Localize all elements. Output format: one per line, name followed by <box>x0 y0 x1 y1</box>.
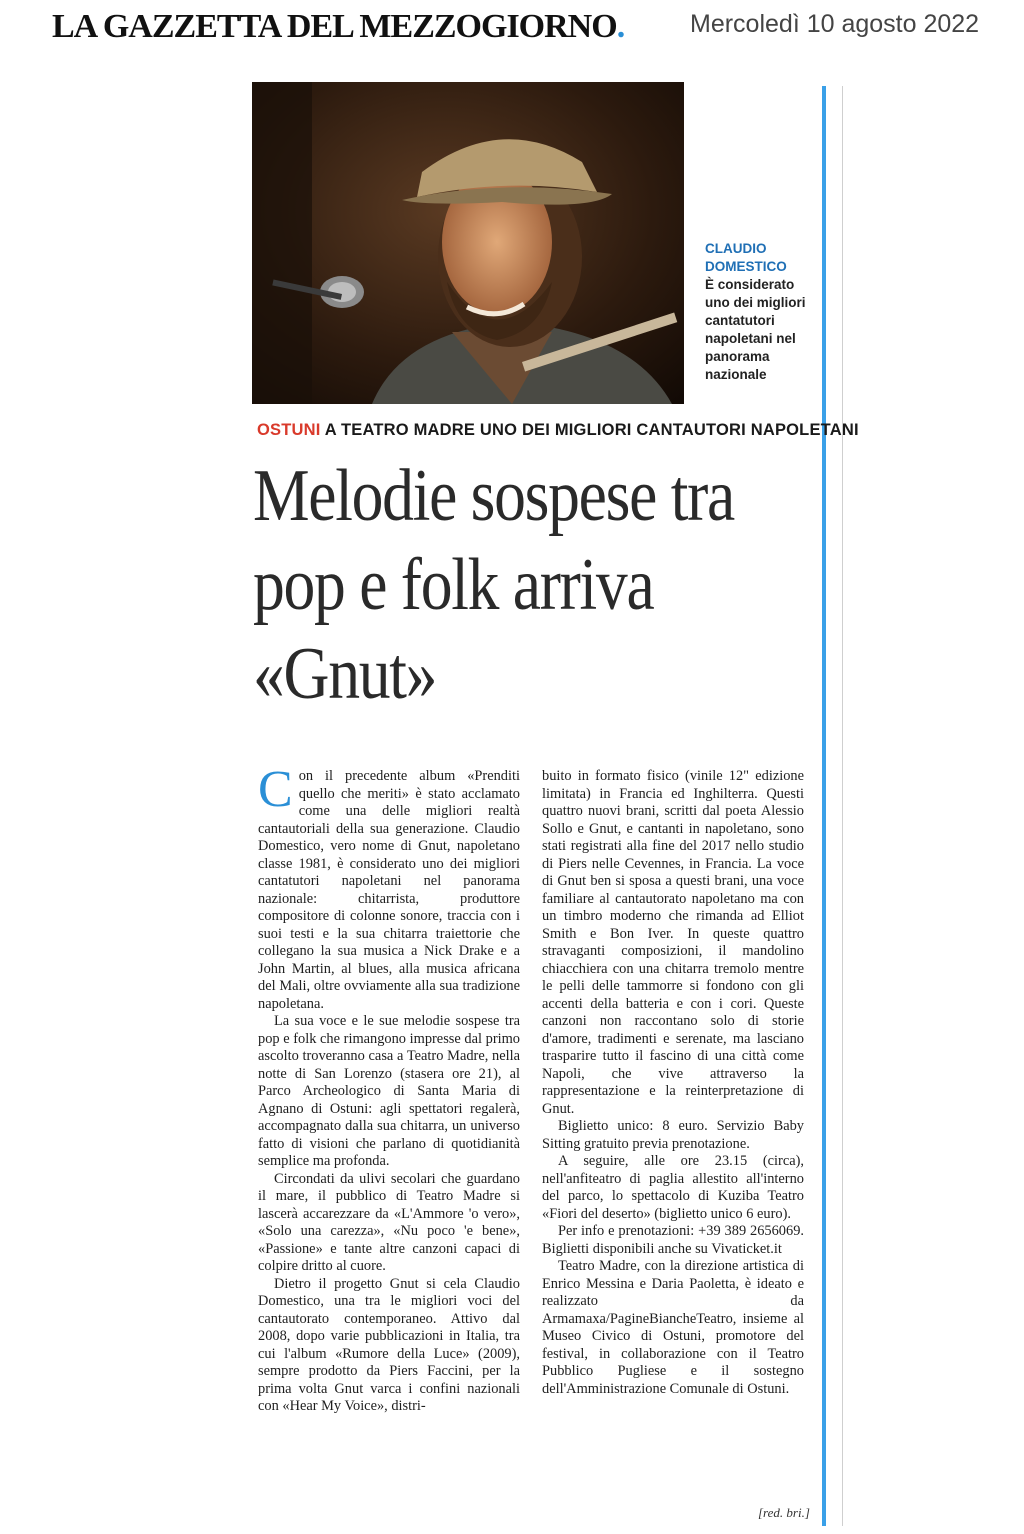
masthead-dot: . <box>616 8 625 45</box>
column-rule-blue <box>822 86 826 1526</box>
article-paragraph: buito in formato fisico (vinile 12" edizione limitata) in Francia ed Inghilterra. Questi quattro nuovi brani, scritti dal poeta Alessio Sollo e Gnut, e cantanti in napoletano, sono stati registrati alla fine del 2017 nello studio di Piers nelle Cevennes, in Francia. La voce di Gnut ben si sposa a questi brani, una voce familiare al cantautorato napoletano ma con un timbro moderno che rimanda ad Elliot Smith e Bon Iver. In queste quattro stravaganti composizioni, il mandolino chiacchiera con una chitarra tremolo mentre le pelli delle tammorre si fondono con gli accenti della batteria e con i cori. Queste canzoni non raccontano solo di storie d'amore, tradimenti e serenate, ma lasciano trasparire tutto il fascino di una città come Napoli, che vive attraverso la rappresentazione e la reinterpretazione di Gnut. <box>542 768 804 1117</box>
caption-text: È considerato uno dei migliori cantatutori napoletani nel panorama nazionale <box>705 277 806 382</box>
caption-name: CLAUDIO DOMESTICO <box>705 241 787 274</box>
article-paragraph: Biglietto unico: 8 euro. Servizio Baby Sitting gratuito previa prenotazione. <box>542 1118 804 1152</box>
article-column-1 <box>258 761 520 1416</box>
article-paragraph: A seguire, alle ore 23.15 (circa), nell'anfiteatro di paglia allestito all'interno del parco, lo spettacolo di Kuziba Teatro «Fiori del deserto» (biglietto unico 6 euro). <box>542 1153 804 1222</box>
kicker <box>257 421 859 440</box>
newspaper-masthead <box>52 8 624 46</box>
article-paragraph: Circondati da ulivi secolari che guardano il mare, il pubblico di Teatro Madre si lascerà accarezzare da «L'Ammore 'o vero», «Solo una carezza», «Nu poco 'e bene», «Passione» e tante altre canzoni capaci di colpire dritto al cuore. <box>258 1170 520 1274</box>
masthead-title: LA GAZZETTA DEL MEZZOGIORNO <box>52 8 617 45</box>
article-paragraph: Teatro Madre, con la direzione artistica di Enrico Messina e Daria Paoletta, è ideato e realizzato da Armamaxa/PagineBiancheTeatro, insieme al Museo Civico di Ostuni, promotore del festival, in collaborazione con il Teatro Pubblico Pugliese e il sostegno dell'Amministrazione Comunale di Ostuni. <box>542 1258 804 1397</box>
paragraph-text: on il precedente album «Prenditi quello che meriti» è stato acclamato come una delle migliori realtà cantautoriali della sua generazione. Claudio Domestico, vero nome di Gnut, napoletano classe 1981, è considerato uno dei migliori cantatutori napoletani nel panorama nazionale: chitarrista, produttore compositore di colonne sonore, traccia con i suoi testi e la sua chitarra traiettorie che collegano la sua musica a Nick Drake e a John Martin, al blues, alla musica africana del Mali, oltre ovviamente alla sua tradizione napoletana. <box>258 768 520 1012</box>
kicker-location: OSTUNI <box>257 421 321 439</box>
article-paragraph: Per info e prenotazioni: +39 389 2656069. Biglietti disponibili anche su Vivaticket.it <box>542 1223 804 1257</box>
column-rule-gray <box>842 86 843 1526</box>
publication-date: Mercoledì 10 agosto 2022 <box>690 10 980 38</box>
article-column-2 <box>542 768 804 1398</box>
photo-caption <box>705 240 815 384</box>
article-paragraph: La sua voce e le sue melodie sospese tra pop e folk che rimangono impresse dal primo ascolto troveranno casa a Teatro Madre, nella notte di San Lorenzo (stasera ore 21), al Parco Archeologico di Santa Maria di Agnano di Ostuni: agli spettatori regalerà, accompagnato dalla sua chitarra, un universo fatto di visioni che parlano di quotidianità semplice ma profonda. <box>258 1013 520 1169</box>
article-paragraph <box>258 761 520 1013</box>
headline: Melodie sospese tra pop e folk arriva «Gnut» <box>253 455 734 715</box>
dropcap: C <box>258 761 293 818</box>
author-signature: [red. bri.] <box>758 1505 810 1520</box>
article-paragraph: Dietro il progetto Gnut si cela Claudio Domestico, una tra le migliori voci del cantautorato contemporaneo. Attivo dal 2008, dopo varie pubblicazioni in Italia, tra cui l'album «Rumore della Luce» (2009), sempre prodotto da Piers Faccini, per la prima volta Gnut varca i confini nazionali con «Hear My Voice», distri- <box>258 1275 520 1414</box>
concert-photo <box>252 82 684 404</box>
kicker-text: A TEATRO MADRE UNO DEI MIGLIORI CANTAUTORI NAPOLETANI <box>324 421 859 439</box>
singer-photo-icon <box>252 82 684 404</box>
